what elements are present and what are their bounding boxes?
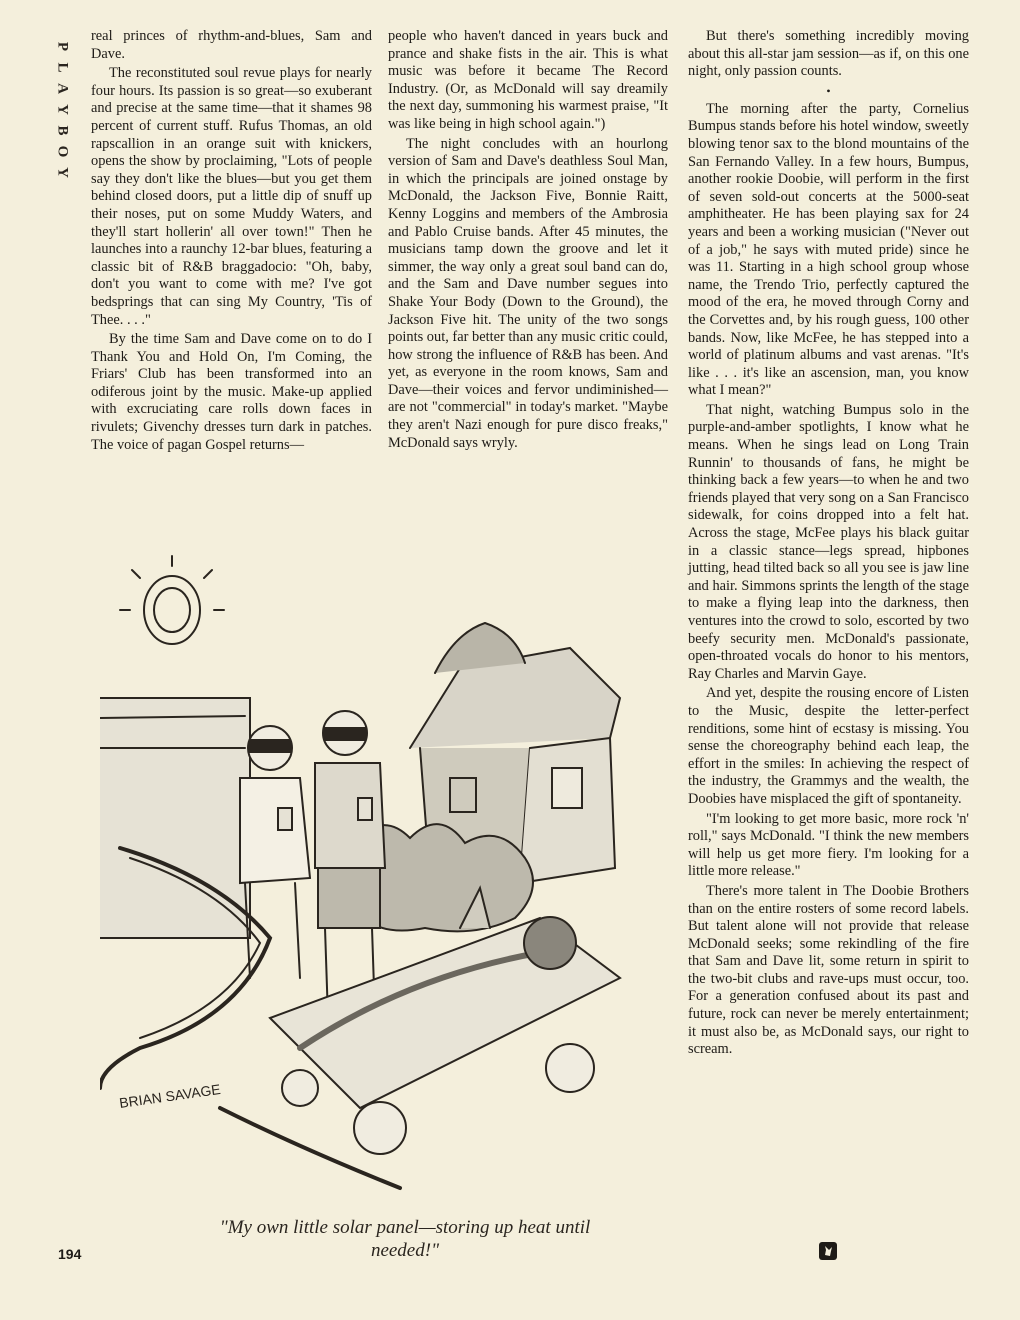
running-head-letter: B [54, 125, 71, 136]
paragraph: There's more talent in The Doobie Brothers than on the entire rosters of some record labels. But talent alone will not provide that release McDonald seeks; some rekindling of the fire that Sam and Dave lit, some return in spirit to the two-bit clubs and rave-ups must occur, too. For a generation confused about its past and future, rock can never be merely entertainment; it must also be, as McDonald says, our right to scream. [688, 882, 969, 1058]
cartoon-illustration [100, 548, 660, 1208]
paragraph: By the time Sam and Dave come on to do I Thank You and Hold On, I'm Coming, the Friars' Club has been transformed into an odiferous joint by the music. Make-up applied with excruciating care rolls down faces in rivulets; Givenchy dresses turn dark in patches. The voice of pagan Gospel returns— [91, 331, 372, 453]
running-head-playboy [52, 36, 72, 183]
paragraph: people who haven't danced in years buck and prance and shake fists in the air. This is what music was before it became The Record Industry. (Or, as McDonald will say dreamily the next day, summoning his warmest praise, "It was like being in high school again.") [388, 28, 668, 132]
paragraph: But there's something incredibly moving about this all-star jam session—as if, on this one night, only passion counts. [688, 28, 969, 80]
text-column-2 [388, 28, 668, 452]
artist-signature: BRIAN SAVAGE [118, 1080, 222, 1111]
running-head-letter: P [54, 41, 71, 52]
rabbit-head-icon [822, 1245, 834, 1257]
running-head-letter: O [54, 145, 71, 158]
running-head-letter: Y [54, 104, 71, 115]
paragraph: The morning after the party, Cornelius Bumpus stands before his hotel window, sweetly blowing tenor sax to the blond mountains of the San Fernando Valley. In a few hours, Bumpus, another rookie Doobie, will perform in the first of seven sold-out concerts at the 5000-seat amphitheater. He has been playing sax for 24 years and been a working musician ("Never out of a job," he says with muted pride) since he was 11. Starting in a high school group whose name, the Trendo Trio, perfectly captured the mood of the era, he moved through Corny and the Corvettes and, by his rough guess, 100 other bands. Now, like McFee, he has stepped into a world of platinum albums and vast arenas. "It's like . . . it's like an ascension, man, you know what I mean?" [688, 100, 969, 399]
page-number: 194 [58, 1246, 82, 1262]
running-head-letter: A [54, 83, 71, 94]
text-column-3 [688, 28, 969, 1059]
paragraph: That night, watching Bumpus solo in the purple-and-amber spotlights, I know what he means. When he sings lead on Long Train Runnin' to thousands of fans, he might be thinking back a few years—to when he and two friends played that very song on a San Francisco sidewalk, for coins dropped into a felt hat. Across the stage, McFee plays his black guitar in a classic stance—legs spread, hipbones jutting, head tilted back so all you see is jaw line and hair. Simmons sprints the length of the stage to make a flying leap into the darkness, then ventures into the crowd to solo, escorted by two beefy security men. McDonald's passionate, open-throated vocals do honor to his mentors, Ray Charles and Marvin Gaye. [688, 401, 969, 682]
paragraph: The reconstituted soul revue plays for nearly four hours. Its passion is so great—so exuberant and precise at the same time—that it shames 98 percent of current stuff. Rufus Thomas, an old rapscallion in an orange suit with knickers, opens the show by proclaiming, "Lots of people say they don't like the blues—but you get them behind closed doors, put a little dip of snuff up their noses, put on some Muddy Waters, and they'll start hollerin' all over town!" Then he launches into a raunchy 12-bar blues, featuring a classic bit of R&B braggadocio: "Oh, baby, don't you want to come with me? I've got bedsprings that can sing My Country, 'Tis of Thee. . . ." [91, 65, 372, 328]
cartoon-caption: "My own little solar panel—storing up heat until needed!" [219, 1217, 591, 1261]
rabbit-end-mark-icon [819, 1242, 837, 1260]
section-break-bullet: • [826, 83, 831, 98]
paragraph: real princes of rhythm-and-blues, Sam and Dave. [91, 28, 372, 62]
sun-icon [120, 556, 224, 644]
running-head-letter: L [54, 62, 71, 73]
text-column-1 [91, 28, 372, 454]
man-in-plaid-shorts-figure [315, 711, 385, 1018]
paragraph: The night concludes with an hourlong version of Sam and Dave's deathless Soul Man, in which the principals are joined onstage by McDonald, the Jackson Five, Bonnie Raitt, Kenny Loggins and members of the Ambrosia and Pablo Cruise bands. After 45 minutes, the musicians tamp down the groove and let it simmer, the way only a great soul band can do, and the Sam and Dave number segues into Shake Your Body (Down to the Ground), the Jackson Five hit. The unity of the two songs points out, far better than any music critic could, how strong the influence of R&B has been. And yet, as everyone in the room knows, Sam and Dave—their voices and fervor undiminished—are not "commercial" in today's market. "Maybe they aren't Nazi enough for pure disco freaks," McDonald says wryly. [388, 135, 668, 451]
running-head-letter: Y [54, 167, 71, 178]
paragraph: And yet, despite the rousing encore of Listen to the Music, despite the letter-perfect renditions, some hint of ecstasy is missing. You sense the choreography behind each leap, the effort in the smiles: In achieving the respect of the industry, the Grammys and the wealth, the Doobies have misplaced the gift of spontaneity. [688, 685, 969, 807]
paragraph: "I'm looking to get more basic, more rock 'n' roll," says McDonald. "I think the new members will help us get more fiery. I'm looking for a little more release." [688, 810, 969, 880]
